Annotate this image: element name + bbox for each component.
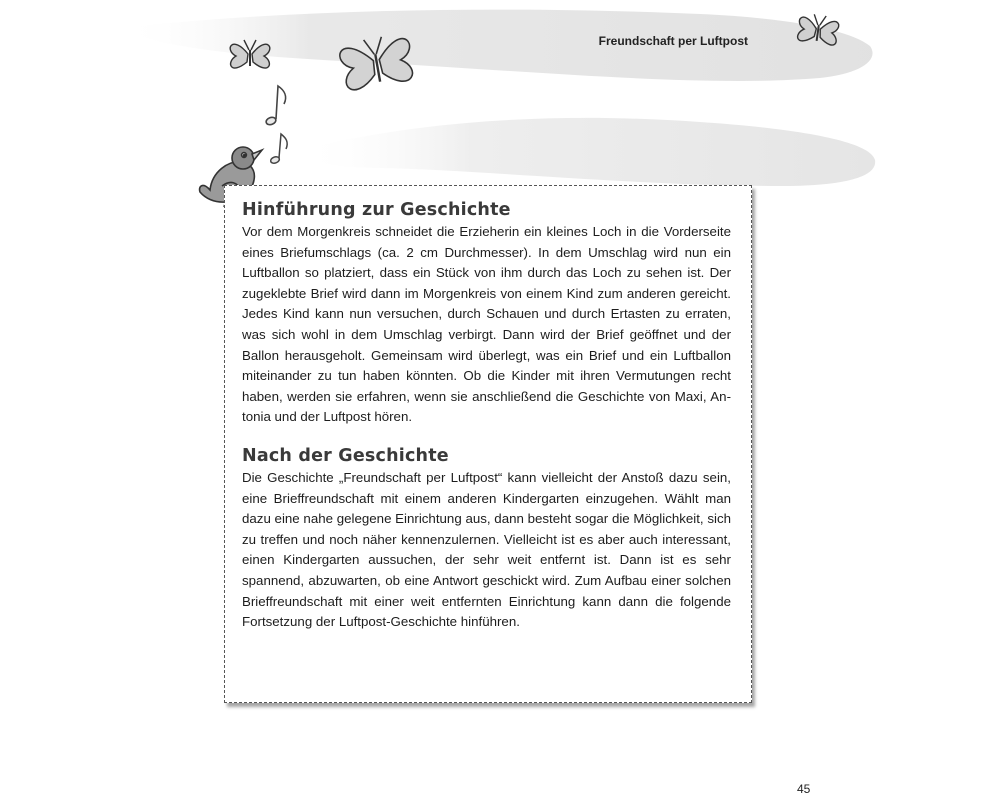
music-note-icon — [270, 134, 287, 164]
text-box — [224, 185, 752, 703]
page-number: 45 — [797, 782, 811, 796]
lower-swoosh — [300, 118, 875, 186]
section-paragraph: Die Geschichte „Freundschaft per Luftpost“ kann vielleicht der Anstoß dazu sein, eine Brieffreundschaft mit einem anderen Kindergarten einzugehen. Wählt man dazu eine nahe gelegene Einrichtung aus, dann besteht sogar die Möglichkeit, sich zu treffen und noch näher kennenzulernen. Vielleicht ist es aber auch interessant, einen Kindergarten aussuchen, der sehr weit entfernt ist. Dann ist es sehr spannend, abzuwarten, ob eine Antwort geschickt wird. Zum Aufbau einer solchen Brieffreundschaft mit einer weit entfernten Einrichtung kann dann die folgende Fortsetzung der Luftpost-Geschichte hinführen. — [242, 469, 731, 630]
music-note-icon — [265, 86, 286, 126]
section-paragraph: Vor dem Morgenkreis schneidet die Erzieherin ein kleines Loch in die Vorderseite eines Briefumschlags (ca. 2 cm Durchmesser). In dem Umschlag wird nun ein Luftballon so platziert, dass ein Stück von ihm durch das Loch zu sehen ist. Der zugeklebte Brief wird dann im Morgenkreis von einem Kind zum anderen gereicht. Jedes Kind kann nun versuchen, durch Schauen und durch Ertasten zu erraten, was sich wohl in dem Umschlag verbirgt. Dann wird der Brief geöffnet und der Ballon herausgeholt. Gemeinsam wird überlegt, was ein Brief und ein Luftballon miteinander zu tun haben könnten. Ob die Kinder mit ihren Vermutungen recht haben, werden sie erfahren, wenn sie anschließend die Geschichte von Maxi, Antonia und der Luftpost hören. — [242, 224, 731, 425]
section-heading: Hinführung zur Geschichte — [242, 200, 511, 220]
running-title: Freundschaft per Luftpost — [598, 34, 748, 48]
section-heading: Nach der Geschichte — [242, 445, 449, 466]
